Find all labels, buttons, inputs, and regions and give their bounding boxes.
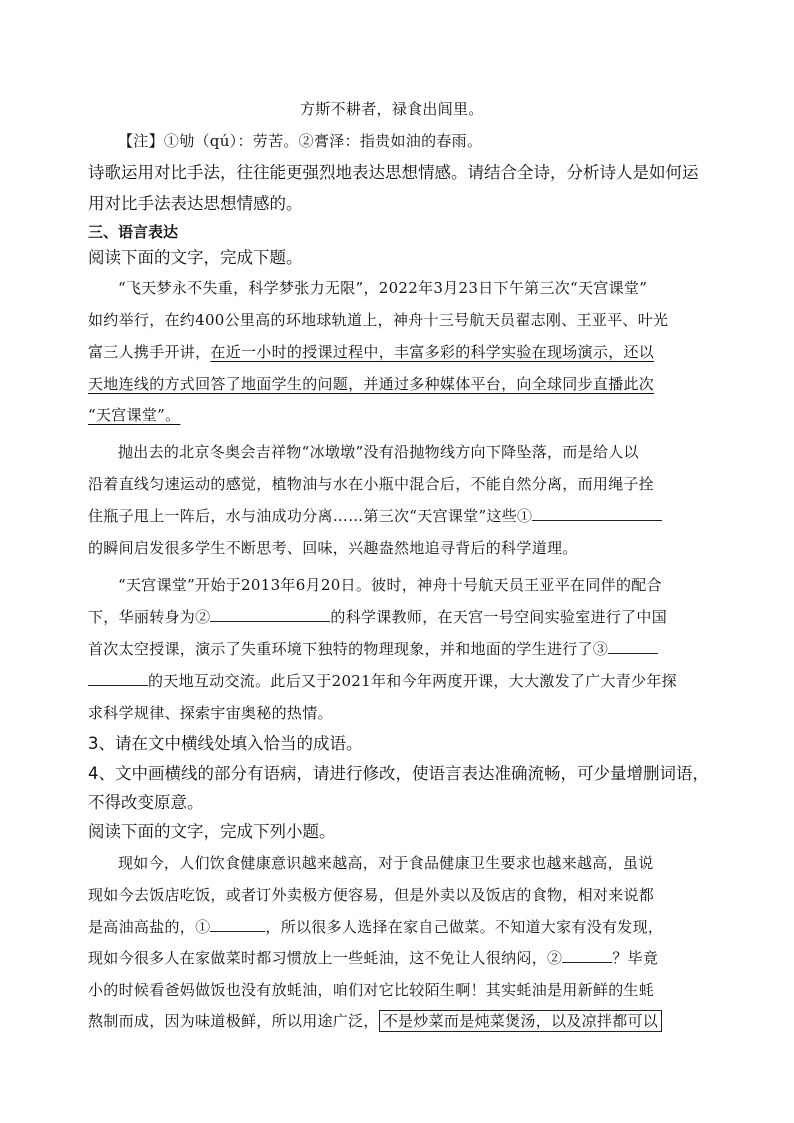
passage2-line2: 现如今去饭店吃饭，或者订外卖极方便容易，但是外卖以及饭店的食物，相对来说都 (88, 886, 655, 904)
passage1-p1-line3 (88, 341, 654, 362)
section-intro: 阅读下面的文字，完成下题。 (88, 248, 303, 267)
passage2-line6a: 熬制而成，因为味道极鲜，所以用途广泛， (88, 1012, 379, 1030)
passage1-p1-line2: 如约举行，在约400公里高的环地球轨道上，神舟十三号航天员翟志刚、王亚平、叶光 (88, 311, 669, 329)
passage2-intro: 阅读下面的文字，完成下列小题。 (88, 822, 336, 841)
passage1-p3-line3 (88, 638, 658, 659)
passage2-line1: 现如今，人们饮食健康意识越来越高，对于食品健康卫生要求也越来越高，虽说 (118, 854, 654, 872)
passage1-p3-line2b: 的科学课教师，在天宫一号空间实验室进行了中国 (330, 608, 668, 626)
passage2-line5: 小的时候看爸妈做饭也没有放蚝油，咱们对它比较陌生啊！其实蚝油是用新鲜的生蚝 (88, 981, 655, 999)
blank-p2-2[interactable] (562, 948, 612, 963)
passage1-p2-line3-text: 住瓶子甩上一阵后，水与油成功分离……第三次“天宫课堂”这些① (88, 507, 533, 525)
passage1-p2-line1: 抛出去的北京冬奥会吉祥物“冰墩墩”没有沿抛物线方向下降坠落，而是给人以 (118, 443, 639, 461)
passage1-p3-line4-text: 的天地互动交流。此后又于2021年和今年两度开课，大大激发了广大青少年探 (148, 672, 677, 690)
blank-p2-1[interactable] (210, 917, 265, 932)
boxed-sentence: 不是炒菜而是炖菜煲汤，以及凉拌都可以 (379, 1010, 662, 1032)
passage1-p2-line3 (88, 505, 662, 526)
blank-3a[interactable] (608, 639, 658, 654)
underlined-sentence-part1: 在近一小时的授课过程中，丰富多彩的科学实验在现场演示，还以 (210, 343, 655, 361)
passage1-p1-line3-plain: 富三人携手开讲， (88, 343, 211, 361)
blank-2[interactable] (210, 607, 330, 622)
passage1-p2-line2: 沿着直线匀速运动的感觉，植物油与水在小瓶中混合后，不能自然分离，而用绳子拴 (88, 475, 655, 493)
question-4-line2: 不得改变原意。 (88, 793, 204, 812)
poem-question-line-2: 用对比手法表达思想情感的。 (88, 194, 303, 213)
passage1-p1-line1: “飞天梦永不失重，科学梦张力无限”，2022年3月23日下午第三次“天宫课堂” (118, 279, 648, 297)
blank-3b[interactable] (88, 671, 148, 686)
passage2-line3b: ，所以很多人选择在家自己做菜。不知道大家有没有发现， (265, 918, 664, 936)
passage2-line6 (88, 1010, 662, 1031)
question-4-line1: 4、文中画横线的部分有语病，请进行修改，使语言表达准确流畅，可少量增删词语， (88, 764, 709, 783)
passage2-line4b: ？毕竟 (612, 949, 659, 967)
section-heading: 三、语言表达 (88, 223, 179, 241)
passage2-line4a: 现如今很多人在家做菜时都习惯放上一些蚝油，这不免让人很纳闷，② (88, 949, 563, 967)
passage1-p3-line4 (88, 670, 677, 691)
passage1-p3-line1: “天宫课堂”开始于2013年6月20日。彼时，神舟十号航天员王亚平在同伴的配合 (118, 576, 662, 594)
passage2-line4 (88, 947, 658, 968)
poem-last-line: 方斯不耕者，禄食出闾里。 (300, 100, 484, 118)
passage1-p3-line2a: 下，华丽转身为② (88, 608, 211, 626)
question-3: 3、请在文中横线处填入恰当的成语。 (88, 734, 363, 753)
passage2-line3 (88, 916, 663, 937)
poem-note: 【注】①劬（qú）：劳苦。②膏泽：指贵如油的春雨。 (118, 132, 483, 150)
underlined-sentence-part3: “天宫课堂”。 (88, 406, 181, 424)
passage1-p2-line4: 的瞬间启发很多学生不断思考、回味，兴趣盎然地追寻背后的科学道理。 (88, 539, 578, 557)
underlined-sentence-part2: 天地连线的方式回答了地面学生的问题，并通过多种媒体平台，向全球同步直播此次 (88, 375, 655, 393)
blank-1[interactable] (532, 506, 662, 521)
passage1-p3-line3-text: 首次太空授课，演示了失重环境下独特的物理现象，并和地面的学生进行了③ (88, 640, 609, 658)
poem-question-line-1: 诗歌运用对比手法，往往能更强烈地表达思想情感。请结合全诗，分析诗人是如何运 (88, 163, 699, 182)
passage2-line3a: 是高油高盐的，① (88, 918, 211, 936)
passage1-p3-line2 (88, 606, 667, 627)
passage1-p3-line5: 求科学规律、探索宇宙奥秘的热情。 (88, 704, 333, 722)
